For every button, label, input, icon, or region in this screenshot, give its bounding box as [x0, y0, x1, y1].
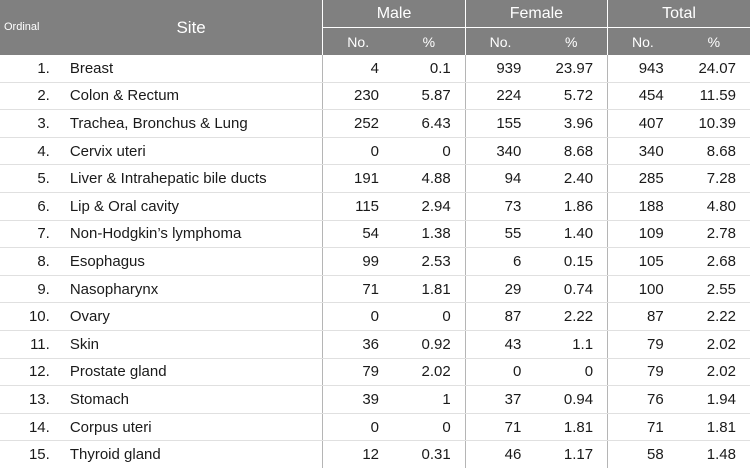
cell-total-number: 71 — [608, 413, 678, 441]
cell-total-number: 188 — [608, 192, 678, 220]
cell-male-percent: 0 — [393, 413, 465, 441]
cell-ordinal: 3. — [0, 110, 60, 138]
cell-female-number: 29 — [465, 275, 535, 303]
column-header-female-number: No. — [465, 28, 535, 56]
cell-female-number: 37 — [465, 386, 535, 414]
cell-total-percent: 11.59 — [678, 82, 750, 110]
cell-total-number: 58 — [608, 441, 678, 468]
cell-female-percent: 3.96 — [535, 110, 607, 138]
cell-male-number: 12 — [323, 441, 393, 468]
table-row — [0, 220, 750, 248]
column-header-male-percent: % — [393, 28, 465, 56]
cell-female-percent: 5.72 — [535, 82, 607, 110]
cell-female-percent: 0.15 — [535, 248, 607, 276]
cell-male-number: 79 — [323, 358, 393, 386]
cell-site: Liver & Intrahepatic bile ducts — [60, 165, 323, 193]
cell-total-percent: 1.48 — [678, 441, 750, 468]
cell-female-number: 340 — [465, 137, 535, 165]
column-header-total-percent: % — [678, 28, 750, 56]
cell-site: Lip & Oral cavity — [60, 192, 323, 220]
cell-male-percent: 0.92 — [393, 330, 465, 358]
cell-ordinal: 14. — [0, 413, 60, 441]
table-row — [0, 330, 750, 358]
column-header-ordinal: Ordinal — [0, 0, 60, 55]
cell-male-number: 39 — [323, 386, 393, 414]
cell-male-percent: 0.31 — [393, 441, 465, 468]
cell-total-number: 79 — [608, 330, 678, 358]
cell-total-number: 109 — [608, 220, 678, 248]
cell-male-percent: 0 — [393, 303, 465, 331]
cell-total-number: 76 — [608, 386, 678, 414]
table-row — [0, 413, 750, 441]
cell-female-percent: 23.97 — [535, 55, 607, 82]
cell-male-percent: 4.88 — [393, 165, 465, 193]
cell-female-percent: 1.1 — [535, 330, 607, 358]
cell-site: Breast — [60, 55, 323, 82]
table-row — [0, 248, 750, 276]
cell-male-percent: 1.81 — [393, 275, 465, 303]
cell-total-percent: 2.02 — [678, 358, 750, 386]
column-header-female-percent: % — [535, 28, 607, 56]
cell-male-percent: 2.02 — [393, 358, 465, 386]
table-body — [0, 55, 750, 468]
cell-male-percent: 0.1 — [393, 55, 465, 82]
cell-total-percent: 8.68 — [678, 137, 750, 165]
cell-total-percent: 1.94 — [678, 386, 750, 414]
table-row — [0, 165, 750, 193]
cell-total-number: 87 — [608, 303, 678, 331]
cell-site: Ovary — [60, 303, 323, 331]
table-row — [0, 303, 750, 331]
header-row-groups — [0, 0, 750, 28]
cell-male-number: 115 — [323, 192, 393, 220]
cell-female-percent: 1.40 — [535, 220, 607, 248]
table-row — [0, 441, 750, 468]
column-header-male-number: No. — [323, 28, 393, 56]
cell-female-percent: 0.74 — [535, 275, 607, 303]
cell-total-number: 79 — [608, 358, 678, 386]
cell-male-number: 0 — [323, 137, 393, 165]
table-row — [0, 192, 750, 220]
cell-ordinal: 15. — [0, 441, 60, 468]
cell-total-percent: 2.68 — [678, 248, 750, 276]
cell-male-percent: 2.94 — [393, 192, 465, 220]
cell-total-percent: 2.78 — [678, 220, 750, 248]
cell-male-number: 230 — [323, 82, 393, 110]
table-row — [0, 358, 750, 386]
cell-total-percent: 2.22 — [678, 303, 750, 331]
cell-ordinal: 9. — [0, 275, 60, 303]
cell-total-number: 100 — [608, 275, 678, 303]
cell-female-percent: 1.17 — [535, 441, 607, 468]
cell-female-percent: 0.94 — [535, 386, 607, 414]
column-header-total-number: No. — [608, 28, 678, 56]
cell-total-number: 407 — [608, 110, 678, 138]
column-group-header-male: Male — [323, 0, 465, 28]
column-header-site: Site — [60, 0, 323, 55]
cell-male-number: 99 — [323, 248, 393, 276]
cell-site: Nasopharynx — [60, 275, 323, 303]
column-group-header-total: Total — [608, 0, 750, 28]
cell-total-percent: 1.81 — [678, 413, 750, 441]
cell-male-number: 4 — [323, 55, 393, 82]
cell-site: Skin — [60, 330, 323, 358]
cell-female-number: 46 — [465, 441, 535, 468]
cell-total-percent: 24.07 — [678, 55, 750, 82]
cell-ordinal: 10. — [0, 303, 60, 331]
cell-female-percent: 2.40 — [535, 165, 607, 193]
cell-male-number: 252 — [323, 110, 393, 138]
cell-female-number: 73 — [465, 192, 535, 220]
cell-ordinal: 2. — [0, 82, 60, 110]
cell-site: Thyroid gland — [60, 441, 323, 468]
cell-female-number: 55 — [465, 220, 535, 248]
cell-male-number: 0 — [323, 303, 393, 331]
cell-female-number: 6 — [465, 248, 535, 276]
cell-site: Prostate gland — [60, 358, 323, 386]
cell-total-percent: 7.28 — [678, 165, 750, 193]
table-row — [0, 275, 750, 303]
table-row — [0, 110, 750, 138]
cell-total-number: 285 — [608, 165, 678, 193]
cell-site: Stomach — [60, 386, 323, 414]
cell-male-number: 71 — [323, 275, 393, 303]
cell-male-percent: 0 — [393, 137, 465, 165]
cell-female-percent: 1.86 — [535, 192, 607, 220]
cell-site: Trachea, Bronchus & Lung — [60, 110, 323, 138]
cell-male-percent: 1 — [393, 386, 465, 414]
cell-site: Non-Hodgkin’s lymphoma — [60, 220, 323, 248]
cell-total-percent: 4.80 — [678, 192, 750, 220]
cell-female-percent: 1.81 — [535, 413, 607, 441]
table-row — [0, 386, 750, 414]
cell-male-percent: 1.38 — [393, 220, 465, 248]
cell-female-percent: 2.22 — [535, 303, 607, 331]
cell-total-percent: 2.55 — [678, 275, 750, 303]
cell-site: Colon & Rectum — [60, 82, 323, 110]
cell-female-number: 939 — [465, 55, 535, 82]
cell-total-number: 943 — [608, 55, 678, 82]
cell-female-number: 43 — [465, 330, 535, 358]
table-row — [0, 55, 750, 82]
cell-ordinal: 12. — [0, 358, 60, 386]
cell-ordinal: 4. — [0, 137, 60, 165]
cell-female-number: 224 — [465, 82, 535, 110]
cell-male-number: 191 — [323, 165, 393, 193]
cell-site: Corpus uteri — [60, 413, 323, 441]
cell-site: Cervix uteri — [60, 137, 323, 165]
cell-site: Esophagus — [60, 248, 323, 276]
cell-total-number: 340 — [608, 137, 678, 165]
cell-female-percent: 8.68 — [535, 137, 607, 165]
cell-female-number: 0 — [465, 358, 535, 386]
cell-male-percent: 2.53 — [393, 248, 465, 276]
cell-ordinal: 8. — [0, 248, 60, 276]
table-row — [0, 82, 750, 110]
cell-female-number: 155 — [465, 110, 535, 138]
cell-ordinal: 5. — [0, 165, 60, 193]
cell-male-number: 54 — [323, 220, 393, 248]
column-group-header-female: Female — [465, 0, 607, 28]
cell-total-percent: 2.02 — [678, 330, 750, 358]
cell-male-number: 36 — [323, 330, 393, 358]
cell-female-percent: 0 — [535, 358, 607, 386]
cell-female-number: 71 — [465, 413, 535, 441]
cell-ordinal: 11. — [0, 330, 60, 358]
cell-total-percent: 10.39 — [678, 110, 750, 138]
cell-ordinal: 13. — [0, 386, 60, 414]
cell-female-number: 87 — [465, 303, 535, 331]
cell-female-number: 94 — [465, 165, 535, 193]
cell-ordinal: 1. — [0, 55, 60, 82]
cell-total-number: 105 — [608, 248, 678, 276]
cell-ordinal: 7. — [0, 220, 60, 248]
table-header — [0, 0, 750, 55]
table-row — [0, 137, 750, 165]
cell-male-percent: 5.87 — [393, 82, 465, 110]
cell-ordinal: 6. — [0, 192, 60, 220]
cell-male-number: 0 — [323, 413, 393, 441]
cell-male-percent: 6.43 — [393, 110, 465, 138]
cell-total-number: 454 — [608, 82, 678, 110]
